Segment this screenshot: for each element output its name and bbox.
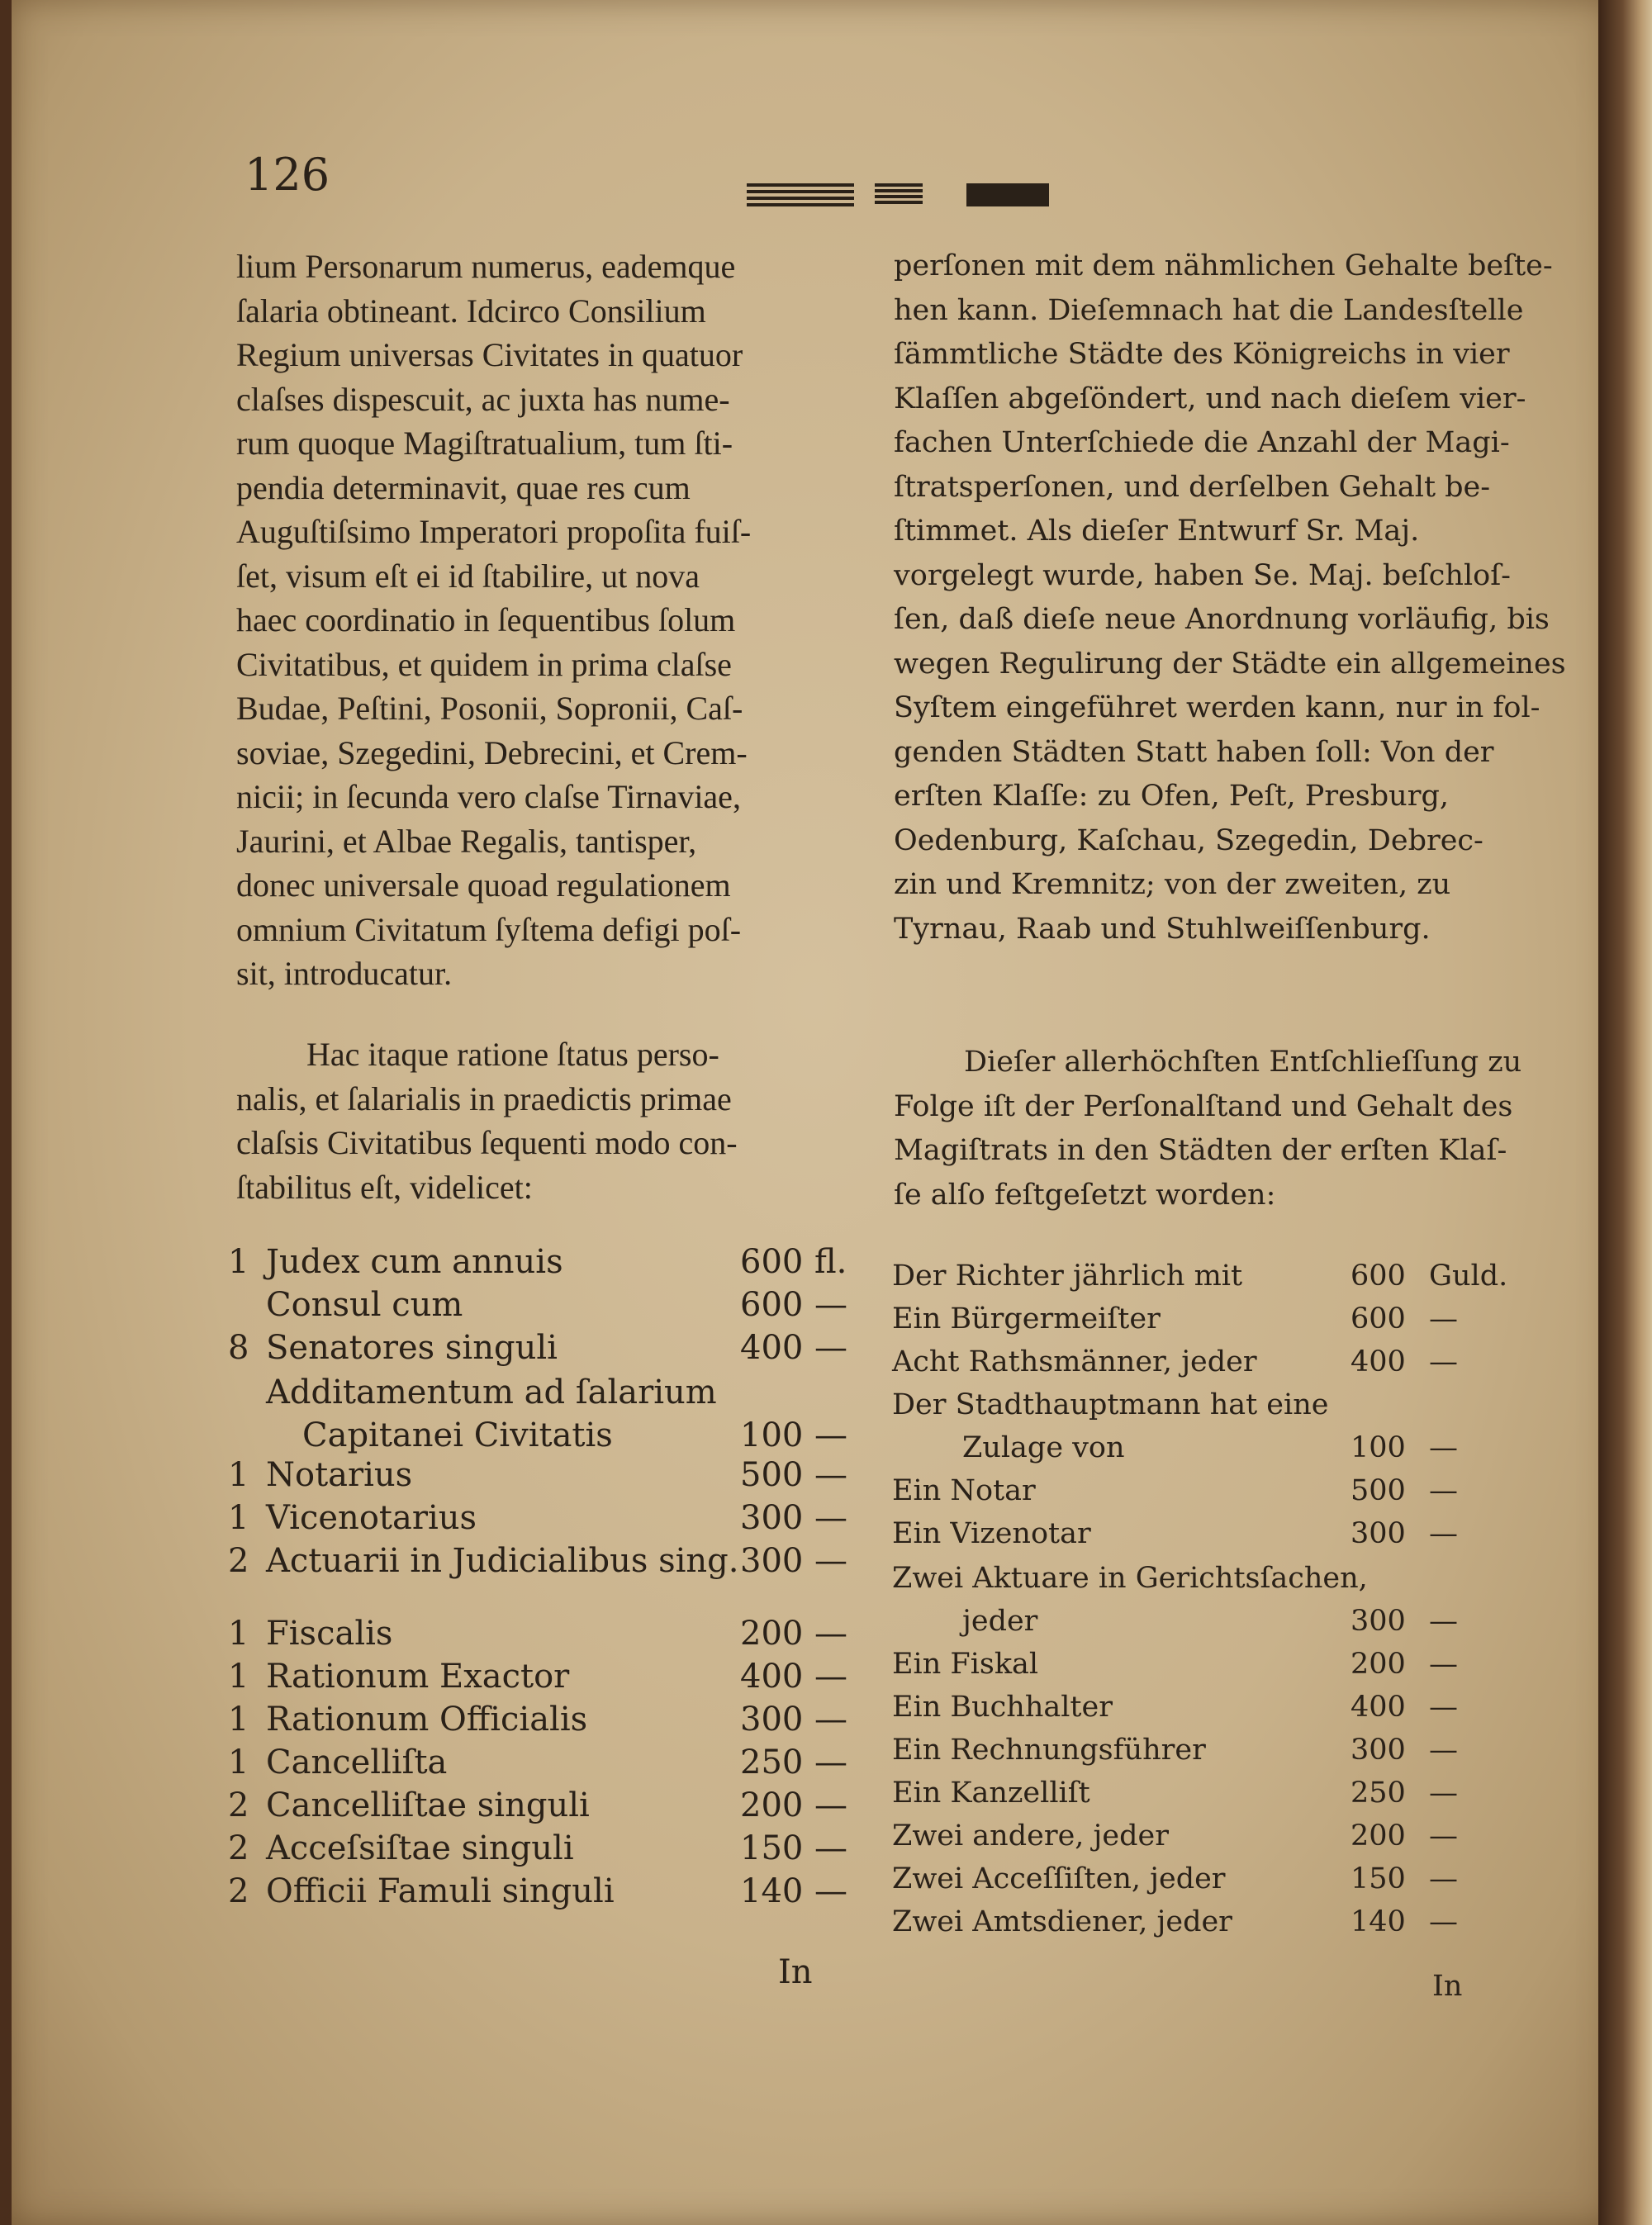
text-line: Budae, Peſtini, Posonii, Sopronii, Caſ-	[236, 690, 743, 727]
text-line: Auguſtiſsimo Imperatori propoſita fuiſ-	[236, 513, 752, 550]
row-description: Zwei Acceſſiſten, jeder	[892, 1862, 1226, 1895]
text-line: erſten Klaſſe: zu Ofen, Peſt, Presburg,	[894, 780, 1449, 813]
row-unit: —	[1429, 1734, 1458, 1767]
row-amount: 300	[1351, 1734, 1406, 1767]
row-description: Ein Bürgermeiſter	[892, 1302, 1161, 1335]
row-amount: 200	[740, 1786, 804, 1824]
row-amount: 140	[740, 1872, 804, 1910]
row-amount: 100	[1351, 1431, 1406, 1464]
row-number: 2	[228, 1829, 249, 1867]
row-description: Ein Rechnungsführer	[892, 1734, 1206, 1767]
latin-paragraph-1	[236, 244, 862, 996]
text-line: Klaſſen abgeſöndert, und nach dieſem vier-	[894, 382, 1526, 415]
text-line: Hac itaque ratione ſtatus perso-	[306, 1036, 719, 1073]
row-description: Rationum Exactor	[266, 1658, 570, 1696]
row-description: Zwei andere, jeder	[892, 1819, 1169, 1853]
row-number: 2	[228, 1872, 249, 1910]
row-amount: 250	[740, 1743, 804, 1781]
row-description: Ein Fiskal	[892, 1648, 1039, 1681]
row-amount: 400	[740, 1658, 804, 1696]
text-line: Oedenburg, Kaſchau, Szegedin, Debrec-	[894, 823, 1483, 857]
row-unit: —	[1429, 1345, 1458, 1378]
text-line: Dieſer allerhöchſten Entſchlieſſung zu	[964, 1046, 1522, 1079]
row-amount: 600	[740, 1286, 804, 1324]
text-line: genden Städten Statt haben ſoll: Von der	[894, 735, 1494, 769]
header-ornament-right	[966, 183, 1049, 206]
text-line: Syſtem eingeführet werden kann, nur in fol-	[894, 691, 1540, 724]
latin-paragraph-2	[236, 1032, 862, 1209]
row-description: Zwei Aktuare in Gerichtsſachen,	[892, 1562, 1368, 1595]
row-amount: 400	[1351, 1691, 1406, 1724]
row-amount: 200	[740, 1615, 804, 1653]
row-amount: 600	[740, 1243, 804, 1281]
row-number: 1	[228, 1243, 249, 1281]
text-line: ſet, visum eſt ei id ſtabilire, ut nova	[236, 557, 700, 595]
text-line: hen kann. Dieſemnach hat die Landesſtelle	[894, 293, 1524, 327]
text-line: nicii; in ſecunda vero claſse Tirnaviae,	[236, 778, 741, 815]
row-description: Actuarii in Judicialibus sing.	[266, 1542, 739, 1580]
row-amount: 250	[1351, 1777, 1406, 1810]
text-line: nalis, et ſalarialis in praedictis primae	[236, 1079, 732, 1117]
text-line: rum quoque Magiſtratualium, tum ſti-	[236, 425, 733, 462]
row-amount: 100	[740, 1416, 804, 1454]
row-number: 1	[228, 1658, 249, 1696]
row-amount: 600	[1351, 1260, 1406, 1293]
text-line: Folge iſt der Perſonalſtand und Gehalt des	[894, 1089, 1513, 1123]
row-description: Acht Rathsmänner, jeder	[892, 1345, 1257, 1378]
text-line: Civitatibus, et quidem in prima claſse	[236, 645, 732, 683]
row-unit: —	[1429, 1474, 1458, 1507]
row-unit: —	[814, 1701, 847, 1739]
text-line: ſtabilitus eſt, videlicet:	[236, 1168, 533, 1206]
row-description: Capitanei Civitatis	[302, 1416, 613, 1454]
book-gutter	[1598, 0, 1652, 2225]
row-description: Zwei Amtsdiener, jeder	[892, 1905, 1232, 1938]
row-unit: —	[1429, 1648, 1458, 1681]
page-number: 126	[244, 149, 330, 201]
row-number: 1	[228, 1743, 249, 1781]
row-amount: 140	[1351, 1905, 1406, 1938]
text-line: ſtimmet. Als dieſer Entwurf Sr. Maj.	[894, 515, 1420, 548]
german-paragraph-2	[894, 1041, 1521, 1217]
text-line: ſen, daß dieſe neue Anordnung vorläufig, bis	[894, 603, 1550, 636]
row-amount: 150	[740, 1829, 804, 1867]
text-line: Jaurini, et Albae Regalis, tantisper,	[236, 822, 697, 860]
row-unit: —	[814, 1329, 847, 1367]
row-unit: —	[814, 1615, 847, 1653]
text-line: haec coordinatio in ſequentibus ſolum	[236, 601, 736, 638]
text-line: Tyrnau, Raab und Stuhlweiſſenburg.	[894, 912, 1431, 946]
text-line: claſses dispescuit, ac juxta has nume-	[236, 380, 730, 418]
row-amount: 200	[1351, 1819, 1406, 1853]
text-line: ſtratsperſonen, und derſelben Gehalt be-	[894, 470, 1491, 504]
row-number: 1	[228, 1615, 249, 1653]
row-number: 1	[228, 1499, 249, 1537]
book-page	[12, 0, 1612, 2225]
row-amount: 300	[740, 1542, 804, 1580]
row-unit: —	[1429, 1862, 1458, 1895]
text-line: claſsis Civitatibus ſequenti modo con-	[236, 1124, 738, 1161]
text-line: pendia determinavit, quae res cum	[236, 468, 691, 506]
row-unit: —	[814, 1786, 847, 1824]
row-unit: —	[814, 1499, 847, 1537]
row-number: 2	[228, 1542, 249, 1580]
row-amount: 600	[1351, 1302, 1406, 1335]
row-amount: 400	[740, 1329, 804, 1367]
row-description: Consul cum	[266, 1286, 463, 1324]
row-number: 1	[228, 1701, 249, 1739]
row-unit: —	[1429, 1517, 1458, 1550]
row-amount: 200	[1351, 1648, 1406, 1681]
row-description: Officii Famuli singuli	[266, 1872, 615, 1910]
text-line: zin und Kremnitz; von der zweiten, zu	[894, 868, 1451, 901]
row-number: 2	[228, 1786, 249, 1824]
header-ornament-center	[875, 183, 923, 206]
row-unit: —	[1429, 1777, 1458, 1810]
text-line: Magiſtrats in den Städten der erſten Klaſ-	[894, 1134, 1507, 1167]
row-unit: —	[1429, 1605, 1458, 1638]
row-unit: —	[814, 1658, 847, 1696]
row-description: Senatores singuli	[266, 1329, 558, 1367]
text-line: fachen Unterſchiede die Anzahl der Magi-	[894, 426, 1510, 459]
row-amount: 300	[1351, 1605, 1406, 1638]
row-description: Judex cum annuis	[266, 1243, 563, 1281]
row-description: Cancelliſta	[266, 1743, 448, 1781]
row-amount: 500	[740, 1456, 804, 1494]
row-unit: fl.	[814, 1243, 847, 1281]
row-description: Notarius	[266, 1456, 413, 1494]
text-line: soviae, Szegedini, Debrecini, et Crem-	[236, 733, 748, 771]
german-paragraph-1	[894, 244, 1566, 951]
row-description: Ein Vizenotar	[892, 1517, 1091, 1550]
text-line: vorgelegt wurde, haben Se. Maj. beſchloſ-	[894, 558, 1511, 592]
row-unit: Guld.	[1429, 1260, 1508, 1293]
text-line: perſonen mit dem nähmlichen Gehalte beſte-	[894, 249, 1553, 282]
text-line: ſe alſo feſtgeſetzt worden:	[894, 1178, 1276, 1212]
row-description: Vicenotarius	[266, 1499, 477, 1537]
row-description: Acceſsiſtae singuli	[266, 1829, 574, 1867]
row-description: Additamentum ad ſalarium	[266, 1373, 717, 1411]
row-unit: —	[1429, 1302, 1458, 1335]
row-number: 8	[228, 1329, 249, 1367]
row-description: Fiscalis	[266, 1615, 393, 1653]
row-description: Der Richter jährlich mit	[892, 1260, 1243, 1293]
german-catchword: In	[1432, 1970, 1463, 2003]
row-description: Cancelliſtae singuli	[266, 1786, 590, 1824]
row-unit: —	[1429, 1905, 1458, 1938]
row-amount: 400	[1351, 1345, 1406, 1378]
header-ornament-left	[747, 183, 854, 206]
row-description: Ein Buchhalter	[892, 1691, 1113, 1724]
row-unit: —	[814, 1416, 847, 1454]
row-description: Der Stadthauptmann hat eine	[892, 1388, 1329, 1421]
row-amount: 300	[740, 1701, 804, 1739]
row-description: Rationum Officialis	[266, 1701, 588, 1739]
text-line: ſalaria obtineant. Idcirco Consilium	[236, 292, 706, 330]
row-amount: 300	[1351, 1517, 1406, 1550]
row-unit: —	[814, 1872, 847, 1910]
row-description: Ein Kanzelliſt	[892, 1777, 1090, 1810]
text-line: lium Personarum numerus, eademque	[236, 248, 736, 285]
row-description: Ein Notar	[892, 1474, 1036, 1507]
row-amount: 150	[1351, 1862, 1406, 1895]
row-unit: —	[814, 1286, 847, 1324]
row-description: jeder	[962, 1605, 1038, 1638]
row-unit: —	[814, 1456, 847, 1494]
row-amount: 500	[1351, 1474, 1406, 1507]
row-description: Zulage von	[962, 1431, 1125, 1464]
row-unit: —	[814, 1829, 847, 1867]
row-unit: —	[1429, 1819, 1458, 1853]
text-line: sit, introducatur.	[236, 955, 453, 992]
row-unit: —	[814, 1743, 847, 1781]
row-unit: —	[1429, 1431, 1458, 1464]
row-amount: 300	[740, 1499, 804, 1537]
text-line: ſämmtliche Städte des Königreichs in vier	[894, 338, 1510, 371]
latin-catchword: In	[778, 1953, 813, 1991]
text-line: Regium universas Civitates in quatuor	[236, 336, 743, 373]
text-line: wegen Regulirung der Städte ein allgemeines	[894, 647, 1566, 681]
row-unit: —	[1429, 1691, 1458, 1724]
row-unit: —	[814, 1542, 847, 1580]
text-line: omnium Civitatum ſyſtema defigi poſ-	[236, 910, 742, 948]
row-number: 1	[228, 1456, 249, 1494]
text-line: donec universale quoad regulationem	[236, 866, 731, 904]
